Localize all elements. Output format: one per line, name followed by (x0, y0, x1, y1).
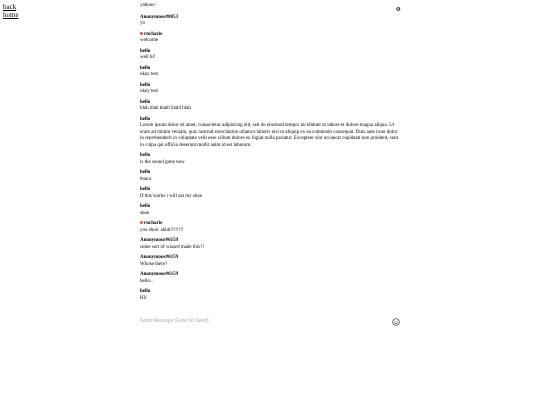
chat-message (140, 3, 402, 10)
message-text: Lorem ipsum dolor sit amet, consectetur adipiscing elit, sed do eiusmod tempor incididunt ut labore et dolore magna aliqua. Ut enim ad minim veniam, quis nostrud exercitation ullamco laboris nisi ut aliquip ex ea commodo consequat. Duis aute irure dolor in reprehenderit in voluptate velit esse cillum dolore eu fugiat nulla pariatur. Excepteur sint occaecat cupidatat non proident, sunt in culpa qui officia deserunt mollit anim id est laborum. (140, 123, 398, 148)
chat-message (140, 66, 402, 79)
message-author-name: hello (140, 170, 151, 175)
message-text: some sort of wizard made this?! (140, 244, 205, 250)
message-text: welcome (140, 38, 159, 43)
message-text: Whose there? (140, 261, 168, 267)
chat-message (140, 100, 402, 113)
chat-message (140, 83, 402, 96)
message-author-name: Anonymous#6159 (140, 238, 179, 243)
message-author-name: hello (140, 116, 151, 122)
message-author-name: hello (140, 99, 151, 105)
chat-message (140, 255, 402, 268)
chat-message (140, 289, 402, 302)
message-author-name: hello (140, 48, 151, 54)
message-author-name: hello (140, 204, 151, 209)
chat-message (140, 204, 402, 217)
message-author-name: hello (140, 82, 151, 88)
message-author-name: Anonymous#8053 (140, 14, 179, 20)
message-text: shoe (140, 210, 150, 216)
admin-dot-icon (140, 32, 143, 35)
chat-message (140, 153, 402, 166)
message-input[interactable] (140, 318, 340, 324)
message-text: okay test (140, 72, 158, 77)
chat-message (140, 117, 402, 150)
back-link[interactable]: back (3, 3, 17, 11)
chat-message (140, 49, 402, 62)
message-text: hello... (140, 278, 154, 284)
message-author-name: hello (140, 289, 151, 294)
chat-message (140, 272, 402, 285)
chat-message (140, 32, 402, 45)
message-composer (140, 318, 402, 326)
chat-message (140, 170, 402, 183)
message-author-name: hello (140, 65, 151, 71)
message-text: yahooo (140, 3, 155, 8)
message-text: is the sound gone now (140, 159, 185, 165)
chat-log (140, 3, 402, 306)
message-text: If this works i will eat my shoe (140, 193, 203, 199)
home-link[interactable]: home (3, 11, 19, 19)
admin-dot-icon (140, 221, 143, 224)
message-author-name: hello (140, 153, 151, 158)
message-text: #anra (140, 176, 152, 182)
message-author-name: Anonymous#6159 (140, 255, 179, 260)
message-author-name: rncharie (144, 221, 163, 226)
message-text: yo (140, 21, 145, 26)
chat-message (140, 238, 402, 251)
message-text: you shoe: ahhh!!!!!!!! (140, 227, 184, 233)
emoji-icon[interactable] (392, 318, 400, 326)
message-text: HI! (140, 295, 147, 301)
message-text: blah blah blahl blahl blah (140, 106, 191, 111)
nav-links (3, 3, 19, 19)
message-author-name: rncharie (144, 31, 163, 37)
message-text: okey test (140, 89, 158, 94)
message-text: well hi! (140, 55, 156, 60)
chat-message (140, 221, 402, 234)
message-author-name: hello (140, 187, 151, 192)
chat-message (140, 15, 402, 28)
message-author-name: Anonymous#6159 (140, 272, 179, 277)
chat-message (140, 187, 402, 200)
